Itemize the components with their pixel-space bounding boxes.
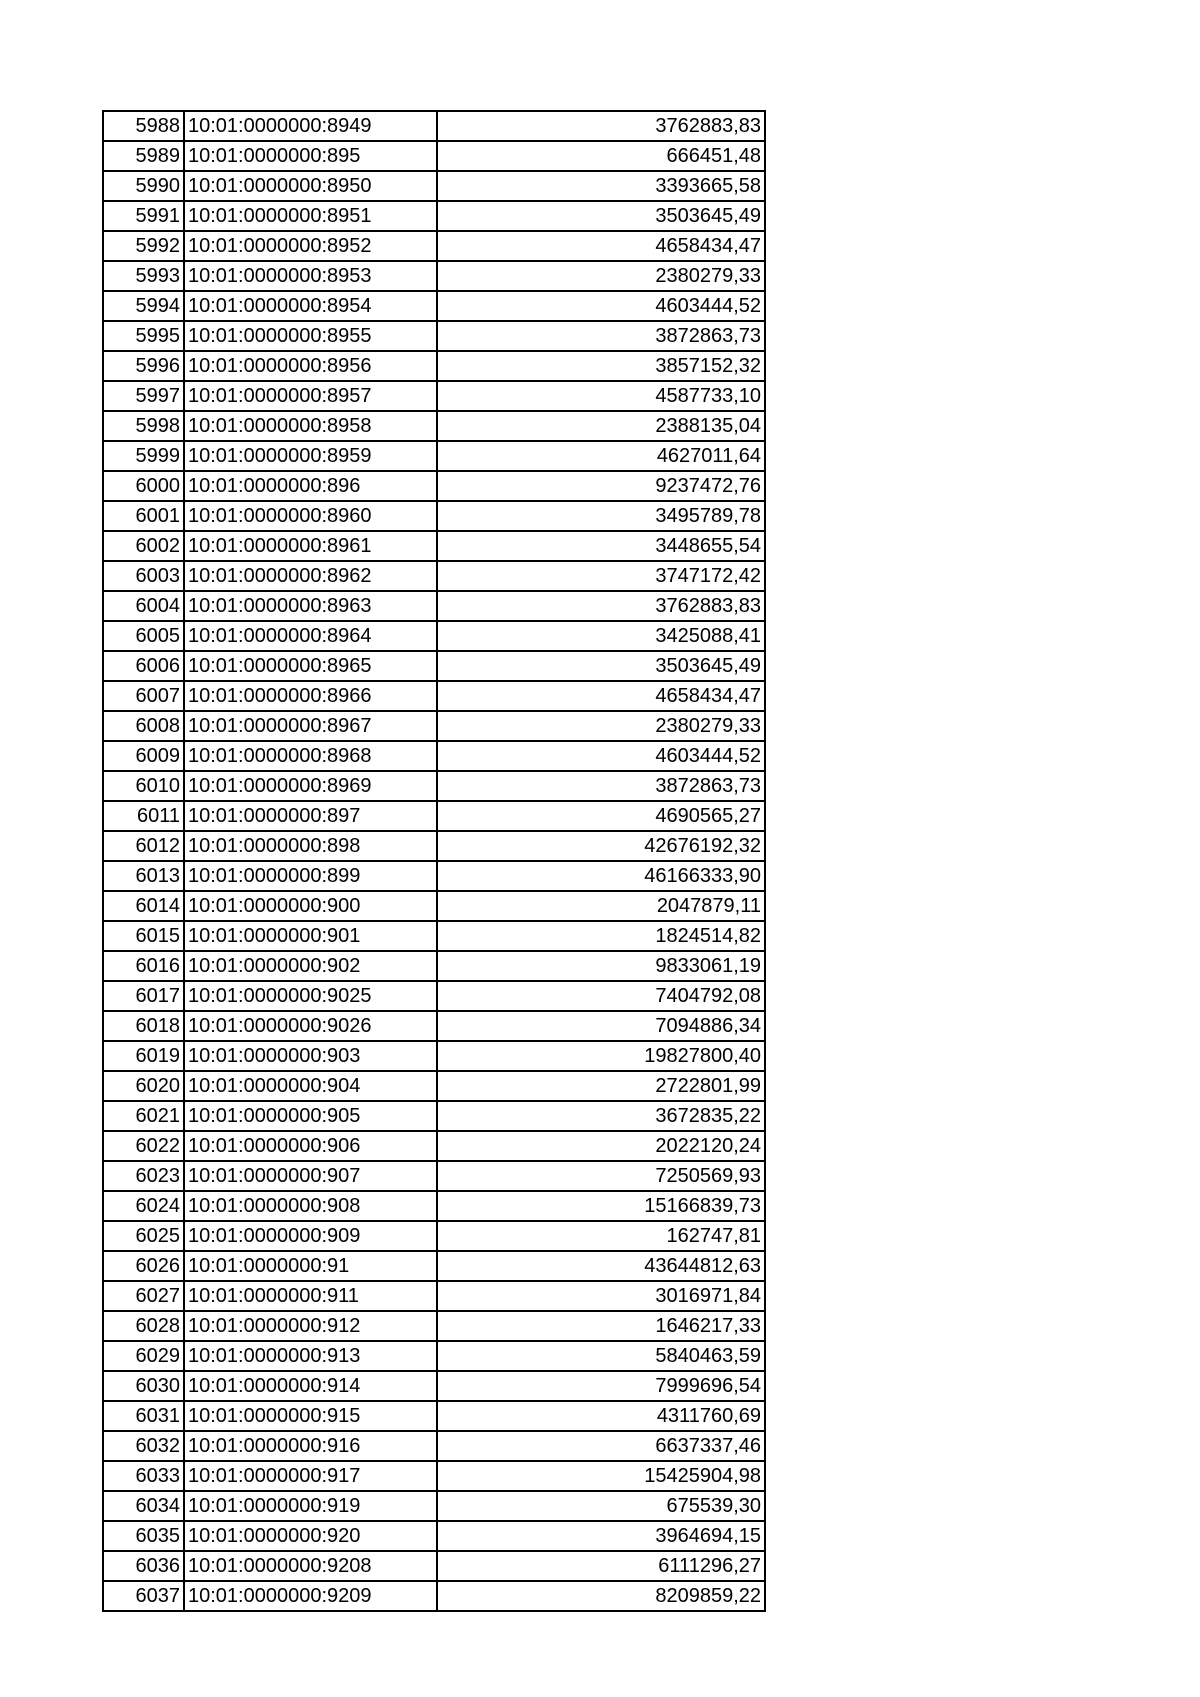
value-cell: 46166333,90 (437, 861, 765, 891)
cadastral-number-cell: 10:01:0000000:8964 (184, 621, 437, 651)
cadastral-number-cell: 10:01:0000000:897 (184, 801, 437, 831)
table-row (103, 1161, 765, 1191)
value-cell: 19827800,40 (437, 1041, 765, 1071)
cadastral-number-cell: 10:01:0000000:913 (184, 1341, 437, 1371)
cadastral-number-cell: 10:01:0000000:906 (184, 1131, 437, 1161)
cadastral-number-cell: 10:01:0000000:8949 (184, 111, 437, 141)
row-number-cell: 6003 (103, 561, 184, 591)
value-cell: 2380279,33 (437, 711, 765, 741)
table-row (103, 831, 765, 861)
table-row (103, 651, 765, 681)
row-number-cell: 6011 (103, 801, 184, 831)
data-table (102, 110, 766, 1612)
cadastral-number-cell: 10:01:0000000:907 (184, 1161, 437, 1191)
row-number-cell: 6004 (103, 591, 184, 621)
value-cell: 3448655,54 (437, 531, 765, 561)
row-number-cell: 6009 (103, 741, 184, 771)
value-cell: 4658434,47 (437, 681, 765, 711)
row-number-cell: 6024 (103, 1191, 184, 1221)
row-number-cell: 5988 (103, 111, 184, 141)
cadastral-number-cell: 10:01:0000000:8958 (184, 411, 437, 441)
row-number-cell: 5989 (103, 141, 184, 171)
value-cell: 3016971,84 (437, 1281, 765, 1311)
row-number-cell: 6015 (103, 921, 184, 951)
value-cell: 1824514,82 (437, 921, 765, 951)
table-row (103, 591, 765, 621)
row-number-cell: 6010 (103, 771, 184, 801)
table-row (103, 141, 765, 171)
table-row (103, 351, 765, 381)
table-row (103, 501, 765, 531)
cadastral-number-cell: 10:01:0000000:8963 (184, 591, 437, 621)
table-row (103, 381, 765, 411)
value-cell: 2722801,99 (437, 1071, 765, 1101)
row-number-cell: 6008 (103, 711, 184, 741)
cadastral-number-cell: 10:01:0000000:9026 (184, 1011, 437, 1041)
cadastral-number-cell: 10:01:0000000:900 (184, 891, 437, 921)
cadastral-number-cell: 10:01:0000000:8952 (184, 231, 437, 261)
row-number-cell: 6001 (103, 501, 184, 531)
cadastral-number-cell: 10:01:0000000:8961 (184, 531, 437, 561)
table-row (103, 981, 765, 1011)
table-row (103, 741, 765, 771)
cadastral-number-cell: 10:01:0000000:904 (184, 1071, 437, 1101)
cadastral-number-cell: 10:01:0000000:9208 (184, 1551, 437, 1581)
cadastral-number-cell: 10:01:0000000:899 (184, 861, 437, 891)
value-cell: 15166839,73 (437, 1191, 765, 1221)
cadastral-number-cell: 10:01:0000000:8951 (184, 201, 437, 231)
table-row (103, 1221, 765, 1251)
row-number-cell: 6033 (103, 1461, 184, 1491)
value-cell: 8209859,22 (437, 1581, 765, 1611)
value-cell: 4690565,27 (437, 801, 765, 831)
table-row (103, 1071, 765, 1101)
cadastral-number-cell: 10:01:0000000:8955 (184, 321, 437, 351)
row-number-cell: 5991 (103, 201, 184, 231)
table-row (103, 1401, 765, 1431)
table-row (103, 771, 765, 801)
table-row (103, 111, 765, 141)
value-cell: 4603444,52 (437, 291, 765, 321)
row-number-cell: 6020 (103, 1071, 184, 1101)
cadastral-number-cell: 10:01:0000000:919 (184, 1491, 437, 1521)
row-number-cell: 5997 (103, 381, 184, 411)
row-number-cell: 6031 (103, 1401, 184, 1431)
row-number-cell: 6025 (103, 1221, 184, 1251)
cadastral-number-cell: 10:01:0000000:9209 (184, 1581, 437, 1611)
table-row (103, 711, 765, 741)
value-cell: 3964694,15 (437, 1521, 765, 1551)
cadastral-number-cell: 10:01:0000000:8959 (184, 441, 437, 471)
cadastral-number-cell: 10:01:0000000:912 (184, 1311, 437, 1341)
value-cell: 3857152,32 (437, 351, 765, 381)
row-number-cell: 6032 (103, 1431, 184, 1461)
value-cell: 1646217,33 (437, 1311, 765, 1341)
value-cell: 3503645,49 (437, 201, 765, 231)
value-cell: 4603444,52 (437, 741, 765, 771)
table-row (103, 681, 765, 711)
cadastral-number-cell: 10:01:0000000:8969 (184, 771, 437, 801)
value-cell: 7250569,93 (437, 1161, 765, 1191)
table-row (103, 1101, 765, 1131)
table-row (103, 861, 765, 891)
table-row (103, 321, 765, 351)
cadastral-number-cell: 10:01:0000000:8962 (184, 561, 437, 591)
cadastral-number-cell: 10:01:0000000:8956 (184, 351, 437, 381)
table-row (103, 171, 765, 201)
cadastral-number-cell: 10:01:0000000:8950 (184, 171, 437, 201)
row-number-cell: 6006 (103, 651, 184, 681)
row-number-cell: 6014 (103, 891, 184, 921)
table-row (103, 921, 765, 951)
value-cell: 4658434,47 (437, 231, 765, 261)
cadastral-number-cell: 10:01:0000000:902 (184, 951, 437, 981)
row-number-cell: 6026 (103, 1251, 184, 1281)
value-cell: 675539,30 (437, 1491, 765, 1521)
value-cell: 2380279,33 (437, 261, 765, 291)
value-cell: 5840463,59 (437, 1341, 765, 1371)
row-number-cell: 6012 (103, 831, 184, 861)
row-number-cell: 6018 (103, 1011, 184, 1041)
cadastral-number-cell: 10:01:0000000:8966 (184, 681, 437, 711)
row-number-cell: 6016 (103, 951, 184, 981)
table-row (103, 1551, 765, 1581)
table-row (103, 801, 765, 831)
row-number-cell: 6019 (103, 1041, 184, 1071)
table-row (103, 411, 765, 441)
table-row (103, 1431, 765, 1461)
value-cell: 4311760,69 (437, 1401, 765, 1431)
row-number-cell: 6000 (103, 471, 184, 501)
table-body (103, 111, 765, 1611)
cadastral-number-cell: 10:01:0000000:915 (184, 1401, 437, 1431)
row-number-cell: 5993 (103, 261, 184, 291)
cadastral-number-cell: 10:01:0000000:896 (184, 471, 437, 501)
table-row (103, 291, 765, 321)
cadastral-number-cell: 10:01:0000000:9025 (184, 981, 437, 1011)
value-cell: 9237472,76 (437, 471, 765, 501)
table-row (103, 1191, 765, 1221)
value-cell: 2022120,24 (437, 1131, 765, 1161)
table-row (103, 1041, 765, 1071)
table-row (103, 951, 765, 981)
cadastral-number-cell: 10:01:0000000:8954 (184, 291, 437, 321)
table-row (103, 531, 765, 561)
row-number-cell: 6017 (103, 981, 184, 1011)
table-row (103, 621, 765, 651)
table-row (103, 471, 765, 501)
cadastral-number-cell: 10:01:0000000:916 (184, 1431, 437, 1461)
value-cell: 3762883,83 (437, 111, 765, 141)
row-number-cell: 6021 (103, 1101, 184, 1131)
value-cell: 6637337,46 (437, 1431, 765, 1461)
cadastral-number-cell: 10:01:0000000:914 (184, 1371, 437, 1401)
cadastral-number-cell: 10:01:0000000:905 (184, 1101, 437, 1131)
cadastral-number-cell: 10:01:0000000:8967 (184, 711, 437, 741)
table-row (103, 441, 765, 471)
row-number-cell: 6022 (103, 1131, 184, 1161)
value-cell: 2047879,11 (437, 891, 765, 921)
cadastral-number-cell: 10:01:0000000:895 (184, 141, 437, 171)
table-row (103, 1341, 765, 1371)
cadastral-number-cell: 10:01:0000000:908 (184, 1191, 437, 1221)
row-number-cell: 6027 (103, 1281, 184, 1311)
cadastral-number-cell: 10:01:0000000:903 (184, 1041, 437, 1071)
table-row (103, 1251, 765, 1281)
row-number-cell: 5992 (103, 231, 184, 261)
cadastral-number-cell: 10:01:0000000:8957 (184, 381, 437, 411)
value-cell: 3503645,49 (437, 651, 765, 681)
row-number-cell: 6023 (103, 1161, 184, 1191)
row-number-cell: 6007 (103, 681, 184, 711)
cadastral-number-cell: 10:01:0000000:8960 (184, 501, 437, 531)
value-cell: 4587733,10 (437, 381, 765, 411)
table-row (103, 231, 765, 261)
cadastral-number-cell: 10:01:0000000:8965 (184, 651, 437, 681)
value-cell: 7404792,08 (437, 981, 765, 1011)
row-number-cell: 6002 (103, 531, 184, 561)
table-row (103, 261, 765, 291)
cadastral-number-cell: 10:01:0000000:8953 (184, 261, 437, 291)
value-cell: 6111296,27 (437, 1551, 765, 1581)
table-row (103, 1281, 765, 1311)
value-cell: 3495789,78 (437, 501, 765, 531)
value-cell: 43644812,63 (437, 1251, 765, 1281)
cadastral-number-cell: 10:01:0000000:920 (184, 1521, 437, 1551)
value-cell: 4627011,64 (437, 441, 765, 471)
cadastral-number-cell: 10:01:0000000:917 (184, 1461, 437, 1491)
table-row (103, 891, 765, 921)
value-cell: 7094886,34 (437, 1011, 765, 1041)
value-cell: 3393665,58 (437, 171, 765, 201)
row-number-cell: 6028 (103, 1311, 184, 1341)
row-number-cell: 5994 (103, 291, 184, 321)
table-row (103, 1371, 765, 1401)
value-cell: 3872863,73 (437, 321, 765, 351)
row-number-cell: 6029 (103, 1341, 184, 1371)
table-row (103, 1581, 765, 1611)
value-cell: 3762883,83 (437, 591, 765, 621)
cadastral-number-cell: 10:01:0000000:909 (184, 1221, 437, 1251)
row-number-cell: 5996 (103, 351, 184, 381)
value-cell: 3747172,42 (437, 561, 765, 591)
row-number-cell: 5995 (103, 321, 184, 351)
row-number-cell: 5990 (103, 171, 184, 201)
row-number-cell: 6013 (103, 861, 184, 891)
cadastral-number-cell: 10:01:0000000:901 (184, 921, 437, 951)
cadastral-number-cell: 10:01:0000000:8968 (184, 741, 437, 771)
table-row (103, 1311, 765, 1341)
value-cell: 162747,81 (437, 1221, 765, 1251)
row-number-cell: 6034 (103, 1491, 184, 1521)
row-number-cell: 5998 (103, 411, 184, 441)
value-cell: 42676192,32 (437, 831, 765, 861)
row-number-cell: 5999 (103, 441, 184, 471)
row-number-cell: 6037 (103, 1581, 184, 1611)
table-row (103, 1011, 765, 1041)
table-row (103, 1491, 765, 1521)
table-row (103, 1131, 765, 1161)
value-cell: 9833061,19 (437, 951, 765, 981)
table-row (103, 201, 765, 231)
row-number-cell: 6035 (103, 1521, 184, 1551)
cadastral-number-cell: 10:01:0000000:898 (184, 831, 437, 861)
value-cell: 3672835,22 (437, 1101, 765, 1131)
table-row (103, 1521, 765, 1551)
table-row (103, 561, 765, 591)
cadastral-number-cell: 10:01:0000000:91 (184, 1251, 437, 1281)
value-cell: 666451,48 (437, 141, 765, 171)
value-cell: 7999696,54 (437, 1371, 765, 1401)
value-cell: 3425088,41 (437, 621, 765, 651)
row-number-cell: 6005 (103, 621, 184, 651)
cadastral-number-cell: 10:01:0000000:911 (184, 1281, 437, 1311)
table-row (103, 1461, 765, 1491)
row-number-cell: 6030 (103, 1371, 184, 1401)
row-number-cell: 6036 (103, 1551, 184, 1581)
value-cell: 3872863,73 (437, 771, 765, 801)
value-cell: 15425904,98 (437, 1461, 765, 1491)
value-cell: 2388135,04 (437, 411, 765, 441)
